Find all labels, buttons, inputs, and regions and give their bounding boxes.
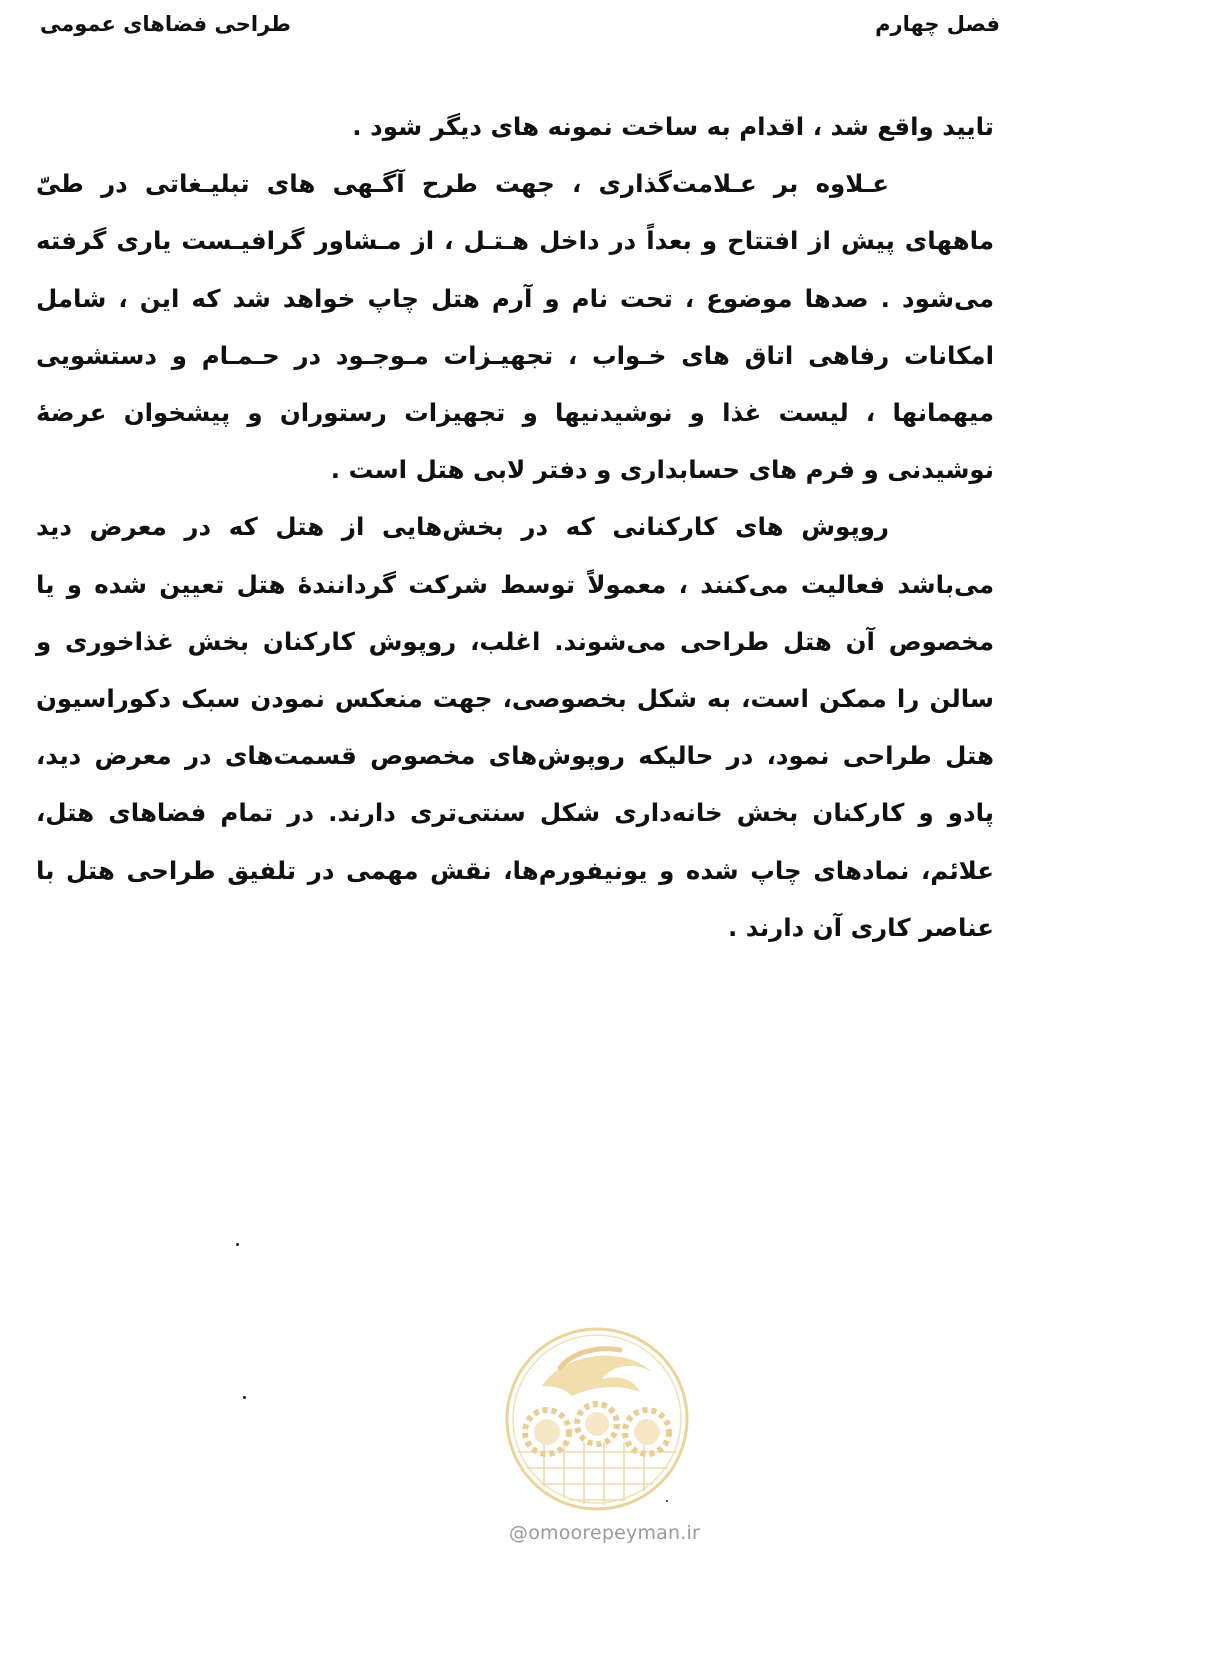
paragraph-uniforms: روپوش های کارکنانی که در بخش‌هایی از هتل که در معرض دید می‌باشد فعالیت می‌کنند ، معمولاً توسط شرکت گردانندهٔ هتل تعیین شده و یا مخصوص آن هتل طراحی می‌شوند. اغلب، روپوش کارکنان بخش غذاخوری و سالن را ممکن است، به شکل بخصوصی، جهت منعکس نمودن سبک دکوراسیون هتل طراحی نمود، در حالیکه روپوش‌های مخصوص قسمت‌های در معرض دید، پادو و کارکنان بخش خانه‌داری شکل سنتی‌تری دارند. در تمام فضاهای هتل، علائم، نمادهای چاپ شده و یونیفورم‌ها، نقش مهمی در تلفیق طراحی هتل با عناصر کاری آن دارند .: [36, 512, 994, 942]
paragraph-continuation: تایید واقع شد ، اقدام به ساخت نمونه های دیگر شود .: [352, 112, 994, 141]
scan-speck: [236, 1243, 239, 1246]
watermark-url: @omoorepeyman.ir: [509, 1522, 700, 1544]
body-text: [36, 98, 994, 956]
chapter-label: فصل چهارم: [875, 12, 1000, 36]
scan-speck: [243, 1396, 246, 1399]
running-header: [40, 8, 1000, 44]
section-label: طراحی فضاهای عمومی: [40, 12, 291, 36]
gear-seal-logo-icon: [502, 1324, 692, 1514]
paragraph-advertising: عـلاوه بر عـلامت‌گذاری ، جهت طرح آگـهی های تبلیـغاتی در طیّ ماههای پیش از افتتاح و بعداً در داخل هـتـل ، از مـشاور گرافیـست یاری گرفته می‌شود . صدها موضوع ، تحت نام و آرم هتل چاپ خواهد شد که این ، شامل امکانات رفاهی اتاق های خـواب ، تجهیـزات مـوجـود در حـمـام و دستشویی میهمانها ، لیست غذا و نوشیدنیها و تجهیزات رستوران و پیشخوان عرضهٔ نوشیدنی و فرم های حسابداری و دفتر لابی هتل است .: [36, 169, 994, 485]
